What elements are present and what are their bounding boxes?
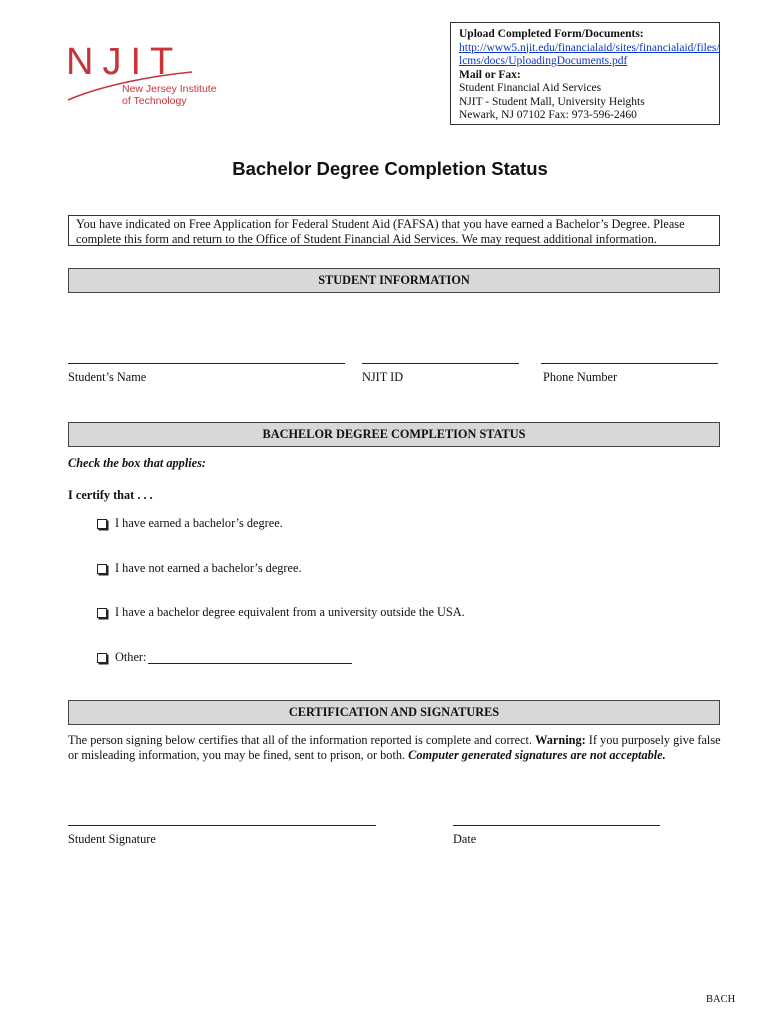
logo-line1: New Jersey Institute (122, 83, 217, 95)
option-foreign-equivalent[interactable] (97, 605, 465, 620)
checkbox[interactable] (97, 608, 107, 618)
page-title: Bachelor Degree Completion Status (232, 158, 548, 179)
option-not-earned-label: I have not earned a bachelor’s degree. (115, 561, 302, 575)
certify-heading: I certify that . . . (68, 488, 153, 502)
form-code: BACH (706, 994, 736, 1005)
intro-line2: complete this form and return to the Office of Student Financial Aid Services. We may request additional information. (76, 231, 657, 246)
phone-number-field[interactable] (541, 363, 718, 364)
logo-institution-name (122, 83, 217, 107)
other-text-field[interactable] (148, 651, 352, 664)
date-field[interactable] (453, 825, 660, 826)
certification-text-b: If you purposely give false or misleading information, you may be fined, sent to prison, or both. (68, 733, 721, 762)
logo-line2: of Technology (122, 95, 187, 107)
signature-warning: Computer generated signatures are not acceptable. (408, 748, 666, 762)
intro-line1: You have indicated on Free Application for Federal Student Aid (FAFSA) that you have earned a Bachelor’s Degree. Please (76, 217, 685, 231)
student-signature-field[interactable] (68, 825, 376, 826)
option-earned-label: I have earned a bachelor’s degree. (115, 516, 283, 530)
date-label: Date (453, 832, 477, 846)
mail-line3: Newark, NJ 07102 Fax: 973-596-2460 (459, 109, 637, 121)
mail-line1: Student Financial Aid Services (459, 82, 602, 94)
check-prompt: Check the box that applies: (68, 456, 206, 470)
option-other-label: Other: (115, 650, 147, 664)
section-student-information: STUDENT INFORMATION (68, 268, 720, 293)
checkbox[interactable] (97, 519, 107, 529)
option-foreign-equivalent-label: I have a bachelor degree equivalent from a university outside the USA. (115, 605, 465, 619)
mail-heading: Mail or Fax: (459, 68, 521, 81)
upload-heading: Upload Completed Form/Documents: (459, 28, 644, 40)
option-not-earned[interactable] (97, 561, 302, 576)
student-name-label: Student’s Name (68, 370, 147, 384)
njit-id-field[interactable] (362, 363, 519, 364)
njit-id-label: NJIT ID (362, 370, 404, 384)
checkbox[interactable] (97, 653, 107, 663)
option-earned[interactable] (97, 516, 283, 531)
student-signature-label: Student Signature (68, 832, 156, 846)
upload-link-line1[interactable]: http://www5.njit.edu/financialaid/sites/financialaid/files/ (459, 41, 720, 54)
checkbox[interactable] (97, 564, 107, 574)
warning-label: Warning: (535, 733, 586, 747)
certification-text (68, 733, 728, 763)
section-completion-status: BACHELOR DEGREE COMPLETION STATUS (68, 422, 720, 447)
section-certification: CERTIFICATION AND SIGNATURES (68, 700, 720, 725)
certification-text-a: The person signing below certifies that all of the information reported is complete and correct. (68, 733, 536, 747)
phone-number-label: Phone Number (543, 370, 618, 384)
upload-link-line2[interactable]: lcms/docs/UploadingDocuments.pdf (459, 55, 628, 67)
upload-instructions-box (450, 22, 720, 125)
option-other[interactable] (97, 650, 352, 665)
intro-box (68, 215, 720, 246)
upload-link[interactable] (459, 41, 720, 69)
mail-line2: NJIT - Student Mall, University Heights (459, 95, 645, 108)
student-name-field[interactable] (68, 363, 345, 364)
logo-letters: NJIT (66, 41, 183, 83)
